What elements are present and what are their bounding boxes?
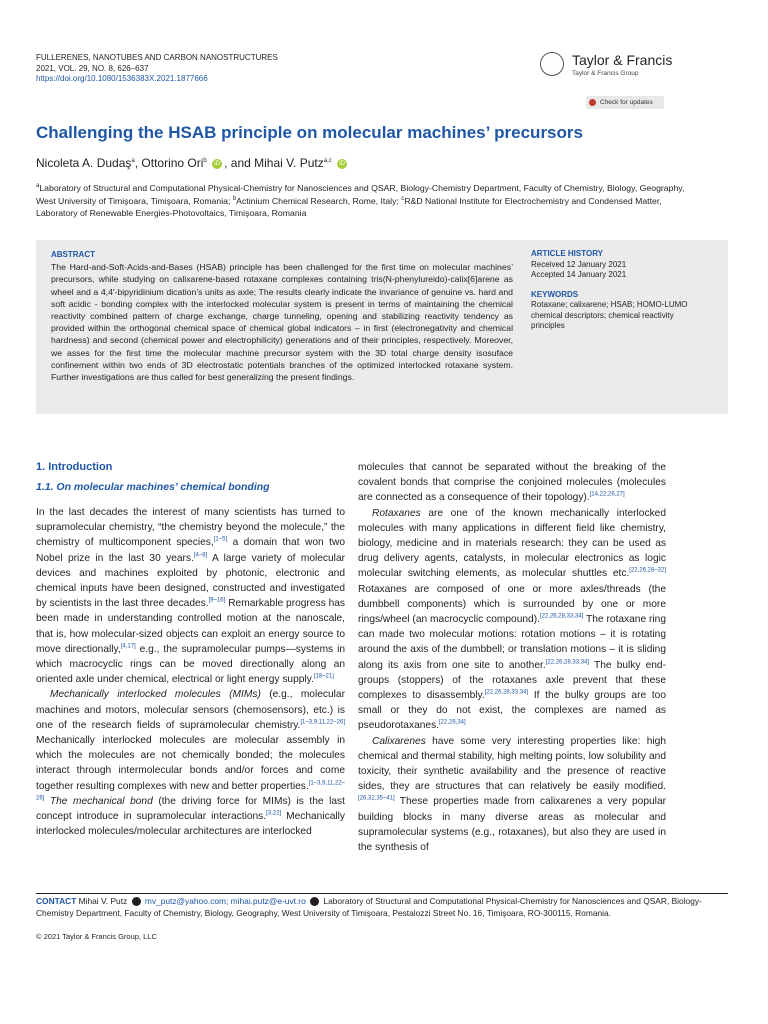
affil-mark: a [36,183,40,190]
check-updates-icon [589,99,596,106]
accepted-date: Accepted 14 January 2021 [531,270,627,279]
keywords-heading: KEYWORDS [531,289,579,299]
contact-address: Laboratory of Structural and Computational Physical-Chemistry for Nanosciences and QSAR, Biology-Chemistry Department, Faculty of Chemistry, Biology, Geography, West University of Timişoara, Pestalozzi Street No. 16, Timişoara, RO-300115, Romania. [36,896,702,918]
paragraph: molecules that cannot be separated without the breaking of the covalent bonds that comprise the conjoined molecules (molecules are connected as a consequence of their topology).[14,22,26,27] [358,462,666,504]
citation[interactable]: [4–8] [193,552,208,559]
body-column-right [358,460,666,855]
publisher-lamp-icon [540,52,564,76]
paragraph: In the last decades the interest of many scientists has turned to supramolecular chemistry, “the chemistry beyond the molecule,” the chemistry of multicomponent species,[1–5] a domain that won two Nobel prize in the last 30 years.[4–8] A large variety of molecular devices and machines exploited by photonic, electronic and chemical inputs have been designed, constructed and investigated by scientists in the last three decades.[9–16] Remarkable progress has been made in understanding controlled motion at the nanoscale, that is, how molecular-sized objects can exploit an energy source to move directionally,[4,17] e.g., the supramolecular pumps—systems in which macrocyclic rings can be moved directionally along an oriented axle under chemical, electrical or light energy supply.[18–21] [36,507,346,686]
contact-footnote: CONTACT Mihai V. Putz mv_putz@yahoo.com; mihai.putz@e-uvt.ro Laboratory of Structural and Computational Physical-Chemistry for Nanosciences and QSAR, Biology-Chemistry Department, Faculty of Chemistry, Biology, Geography, West University of Timişoara, Pestalozzi Street No. 16, Timişoara, RO-300115, Romania. [36,896,702,918]
author-affil-mark: b [203,158,207,164]
citation[interactable]: [26,32,35–41] [358,796,395,803]
author-affil-mark: a [131,158,135,164]
citation[interactable]: [22,26,28,33,34] [539,613,584,620]
citation[interactable]: [1–3,9,11,22–26] [300,719,345,726]
citation[interactable]: [14,22,26,27] [589,492,625,499]
paragraph: Rotaxanes are one of the known mechanically interlocked molecules with many applications in different field like chemistry, biology, medicine and in materials research: they can be used as drug delivery agents, catalysts, in molecular electronics as logic molecular switching elements, as molecular shuttles etc.[22,26,28–32] Rotaxanes are composed of one or more axles/threads (the dumbbell components) which is surrounded by one or more rings/wheel (an macrocyclic compound).[22,26,28,33,34] The rotaxane ring can made two molecular motions: rotation motions – it is rotating around the axis of the dumbbell; or translation motions – it is sliding along its axis from one site to another.[22,26,28,33,34] The bulky end-groups (stoppers) of the rotaxanes axle prevent that these complexes to disassembly.[22,26,28,33,34] If the bulky groups are too small or they do not exist, the complexes are named as pseudorotaxanes.[22,26,34] [358,507,666,732]
article-history-heading: ARTICLE HISTORY [531,249,604,258]
citation[interactable]: [9–16] [208,597,226,604]
affiliation-a: Laboratory of Structural and Computational Physical-Chemistry for Nanosciences and QSAR, Biology-Chemistry Department, Faculty of Chemistry, Biology, Geography, West University of Timişoara, Timişoara, Romania; [36,183,685,206]
email-icon [132,897,141,906]
email-link[interactable]: mv_putz@yahoo.com [144,896,227,906]
orcid-icon[interactable]: iD [212,159,222,169]
paragraph: Mechanically interlocked molecules (MIMs) (e.g., molecular machines and motors, molecular sensors (chemosensors), etc.) is one of the research fields of supramolecular chemistry.[1–3,9,11,22–26] Mechanically interlocked molecules are molecular assembly in which the molecules are not chemically bonded; the molecules interact through intermolecular bonds and/or forces and come together resulting complexes with new and better properties.[1–3,9,11,22–26] The mechanical bond (the driving force for MIMs) is the last concept introduce in supramolecular interactions.[3,22] Mechanically interlocked molecules/molecular architectures are interlocked [36,689,345,838]
section-heading: 1. Introduction [36,461,113,473]
author-list [36,156,349,170]
abstract-text: The Hard-and-Soft-Acids-and-Bases (HSAB) principle has been challenged for the first time on molecular machines’ precursors, while studying on calixarene-based rotaxane complexes containing tris(N-phenylureido)-calix[6]arene as wheel and a 4,4′-bipyridinium dication’s units as axle; The results clearly indicate the invariance of genuine vs. hard and soft acidic - bonding complex with the interlocked molecular system is present in terms of maintaining the chemical reactivity combined pattern of charge exchange, charge tunneling, opening and stabilizing reactivity tendency as provided within the orthogonal chemical space of chemical global indicators – in first (electronegativity and chemical hardness) and second (chemical power and electrophilicity) generations and of their principles, respectively. Moreover, we asses for the first time the molecular machine precursor system with the 3D total charge density isosuface confinement within two ends of 3D electrostatic potentials branches of the optimized interlocked rotaxane system. Further investigations are thus called for best generalizing the present findings. [51,262,513,383]
email-link[interactable]: mihai.putz@e-uvt.ro [230,896,306,906]
journal-name: FULLERENES, NANOTUBES AND CARBON NANOSTRUCTURES [36,53,278,62]
citation[interactable]: [22,26,28,33,34] [484,689,529,696]
affil-mark: b [232,195,237,202]
affiliations [36,182,698,220]
publisher-name: Taylor & Francis [572,52,673,68]
author-name: , and Mihai V. Putz [224,156,324,170]
journal-header [36,53,278,85]
citation[interactable]: [4,17] [120,643,136,650]
author-name: , Ottorino Ori [134,156,204,170]
publisher-logo [540,52,730,82]
address-icon [310,897,319,906]
contact-name: Mihai V. Putz [76,896,130,906]
citation[interactable]: [22,26,28–32] [629,568,666,575]
citation[interactable]: [22,26,28,33,34] [545,659,590,666]
paragraph: Calixarenes have some very interesting properties like: high chemical and thermal stability, high melting points, low solubility and toxicity, their synthetic availability and the presence of reactive sides, they are structures that can relatively be easily modified.[26,32,35–41] These properties made from calixarenes a very popular building blocks in many diverse areas as molecular and supramolecular systems (e.g., rotaxanes), but also they are used in the synthesis of [358,735,666,854]
citation[interactable]: [3,22] [266,810,282,817]
keywords-text: Rotaxane; calixarene; HSAB; HOMO-LUMO chemical descriptors; chemical reactivity principles [531,300,688,330]
received-date: Received 12 January 2021 [531,259,627,269]
abstract-heading: ABSTRACT [51,250,95,259]
citation[interactable]: [22,26,34] [439,720,466,727]
citation[interactable]: [1–5] [213,537,228,544]
abstract [51,249,513,383]
journal-issue: 2021, VOL. 29, NO. 8, 626–637 [36,63,149,73]
footer-divider [36,893,728,894]
contact-label: CONTACT [36,896,77,906]
affil-mark: c [401,195,405,202]
publisher-group: Taylor & Francis Group [572,70,639,77]
author-affil-mark: a,c [323,158,332,164]
affiliation-b: Actinium Chemical Research, Rome, Italy; [236,195,402,206]
copyright: © 2021 Taylor & Francis Group, LLC [36,932,157,941]
citation[interactable]: [1–3,9,11,22–26] [36,780,345,802]
subsection-heading: 1.1. On molecular machines’ chemical bonding [36,481,270,493]
affiliation-c: R&D National Institute for Electrochemistry and Condensed Matter, Laboratory of Renewable Energies-Photovoltaics, Timişoara, Romania [36,195,662,218]
author-name: Nicoleta A. Dudaş [36,156,132,170]
article-title: Challenging the HSAB principle on molecular machines’ precursors [36,123,583,142]
check-for-updates-button[interactable] [586,96,664,109]
check-updates-label: Check for updates [600,99,653,106]
article-sidebar [531,249,696,332]
body-column-left [36,460,345,839]
doi-link[interactable]: https://doi.org/10.1080/1536383X.2021.1877666 [36,74,208,83]
citation[interactable]: [18–21] [313,673,334,680]
orcid-icon[interactable]: iD [337,159,347,169]
